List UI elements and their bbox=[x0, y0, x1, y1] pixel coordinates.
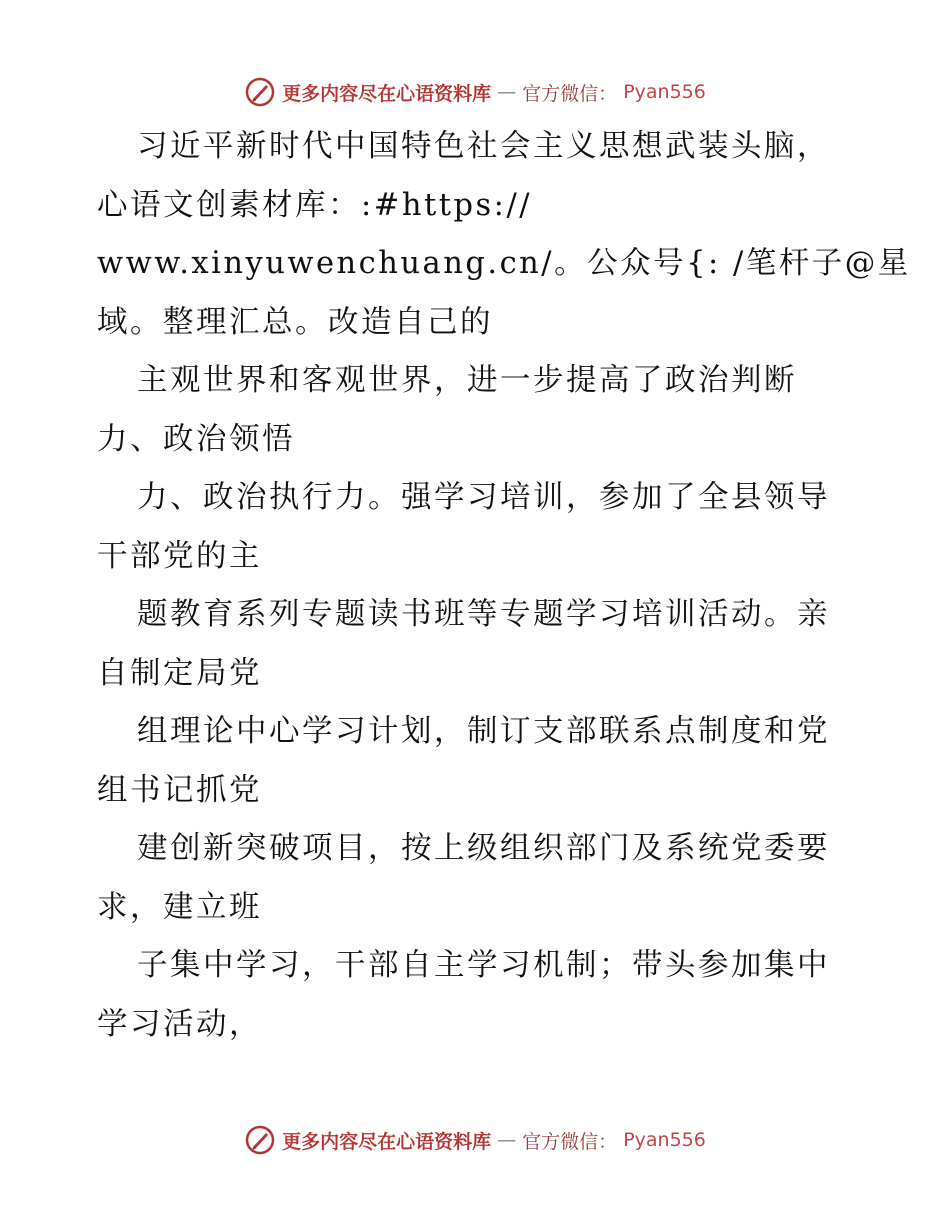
document-body bbox=[97, 118, 911, 1054]
watermark-label: 官方微信： bbox=[522, 82, 618, 105]
text-line: 组书记抓党 bbox=[97, 772, 262, 808]
text-line: 力、政治执行力。强学习培训，参加了全县领导 bbox=[137, 480, 830, 515]
footer-watermark bbox=[0, 1124, 950, 1156]
watermark-label: 官方微信： bbox=[522, 1130, 618, 1153]
watermark-separator: — bbox=[497, 81, 517, 103]
text-line: 习近平新时代中国特色社会主义思想武装头脑， bbox=[137, 129, 830, 164]
watermark-text: 更多内容尽在心语资料库 bbox=[282, 82, 492, 105]
text-line: 自制定局党 bbox=[97, 655, 262, 691]
text-line: 建创新突破项目，按上级组织部门及系统党委要 bbox=[137, 831, 830, 866]
watermark-wechat-id: Pyan556 bbox=[623, 81, 706, 103]
text-line: 力、政治领悟 bbox=[97, 421, 295, 457]
text-line: 域。整理汇总。改造自己的 bbox=[97, 304, 493, 340]
text-line: 子集中学习，干部自主学习机制；带头参加集中 bbox=[137, 948, 830, 983]
quill-pen-logo-icon bbox=[244, 1124, 276, 1156]
text-line: www.xinyuwenchuang.cn/。公众号{: /笔杆子@星 bbox=[97, 246, 911, 281]
watermark-separator: — bbox=[497, 1129, 517, 1151]
text-line: 干部党的主 bbox=[97, 538, 262, 574]
text-line: 学习活动， bbox=[97, 1006, 262, 1042]
header-watermark bbox=[0, 76, 950, 108]
text-line: 心语文创素材库：:#https:// bbox=[97, 187, 532, 223]
text-line: 组理论中心学习计划，制订支部联系点制度和党 bbox=[137, 714, 830, 749]
watermark-wechat-id: Pyan556 bbox=[623, 1129, 706, 1151]
text-line: 主观世界和客观世界，进一步提高了政治判断 bbox=[137, 363, 797, 398]
text-line: 求，建立班 bbox=[97, 889, 262, 925]
text-line: 题教育系列专题读书班等专题学习培训活动。亲 bbox=[137, 597, 830, 632]
watermark-text: 更多内容尽在心语资料库 bbox=[282, 1130, 492, 1153]
quill-pen-logo-icon bbox=[244, 76, 276, 108]
